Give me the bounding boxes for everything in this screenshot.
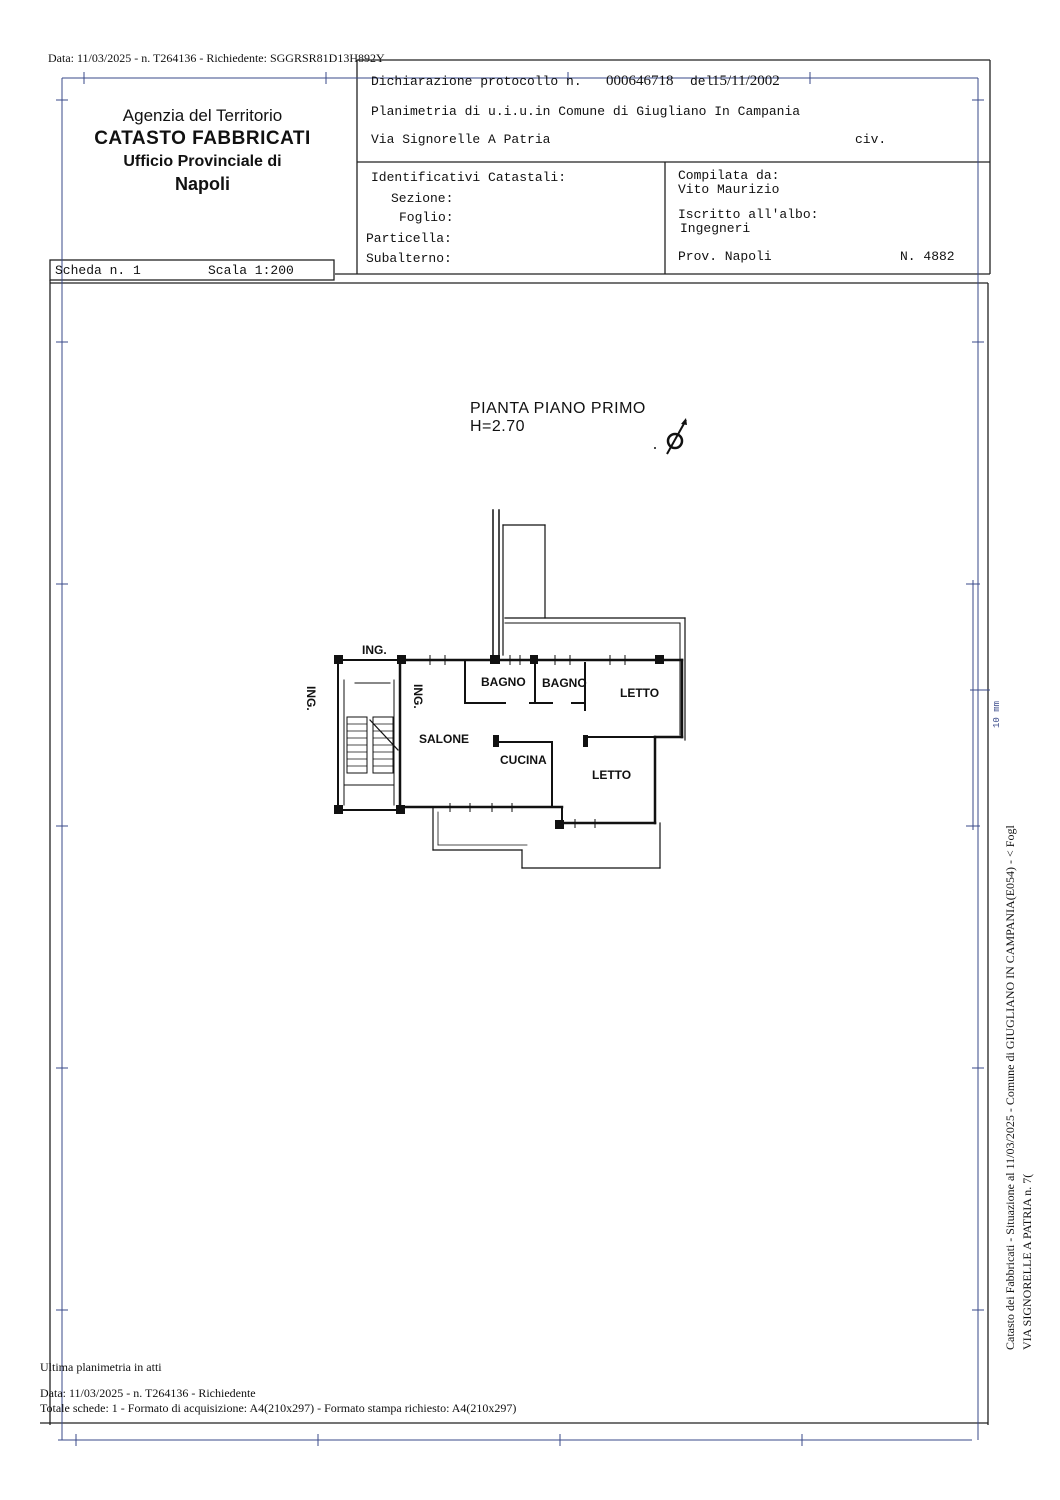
plan-title — [470, 400, 646, 435]
room-label-ing-right: ING. — [411, 684, 425, 709]
particella-label: Particella: — [366, 231, 452, 246]
room-label-letto-2: LETTO — [592, 768, 632, 782]
north-arrow-icon — [650, 412, 700, 457]
compilata-label: Compilata da: — [678, 168, 780, 183]
side-caption — [1002, 650, 1037, 1350]
province-label: Prov. Napoli — [678, 249, 772, 264]
room-label-ing-top: ING. — [362, 643, 387, 657]
declaration-label: Dichiarazione protocollo n. — [371, 74, 582, 89]
ufficio-label: Ufficio Provinciale di — [123, 152, 282, 170]
subalterno-label: Subalterno: — [366, 251, 452, 266]
agency-name: Agenzia del Territorio — [122, 106, 283, 125]
sezione-label: Sezione: — [391, 191, 454, 206]
compiler-name: Vito Maurizio — [678, 182, 780, 197]
planimetria-line: Planimetria di u.i.u.in Comune di Giugliano In Campania — [371, 104, 801, 119]
room-label-bagno-2: BAGNO — [542, 676, 587, 690]
footer-ultima: Ultima planimetria in atti — [40, 1360, 162, 1374]
declaration-number: 000646718 — [606, 73, 674, 89]
foglio-label: Foglio: — [399, 210, 454, 225]
plan-title-floor: PIANTA PIANO PRIMO — [470, 400, 646, 417]
declaration-date-label: del — [690, 74, 714, 89]
room-label-salone: SALONE — [419, 732, 470, 746]
side-caption-line2: VIA SIGNORELLE A PATRIA n. 7( — [1020, 1173, 1035, 1350]
footer-block — [40, 1357, 516, 1418]
room-label-letto-1: LETTO — [620, 686, 660, 700]
plan-title-height: H=2.70 — [470, 417, 526, 435]
margin-mark: 10 mm — [992, 700, 1002, 728]
footer-data: Data: 11/03/2025 - n. T264136 - Richiedente — [40, 1386, 256, 1401]
registration-number: N. 4882 — [900, 249, 955, 264]
footer-totale: Totale schede: 1 - Formato di acquisizione: A4(210x297) - Formato stampa richiesto: A4(210x297) — [40, 1400, 517, 1415]
albo-value: Ingegneri — [680, 221, 751, 236]
province-name: Napoli — [174, 173, 230, 194]
identificativi-title: Identificativi Catastali: — [371, 170, 567, 185]
address-line: Via Signorelle A Patria — [371, 132, 551, 147]
agency-block — [60, 105, 345, 196]
albo-label: Iscritto all'albo: — [678, 207, 819, 222]
room-label-ing-left: ING. — [304, 686, 318, 711]
request-meta: Data: 11/03/2025 - n. T264136 - Richiedente: SGGRSR81D13H892Y — [48, 51, 385, 65]
declaration-date: 15/11/2002 — [712, 73, 780, 89]
room-label-cucina: CUCINA — [500, 753, 547, 767]
catasto-title: CATASTO FABBRICATI — [94, 128, 311, 150]
scala-label: Scala 1:200 — [208, 263, 294, 278]
civ-label: civ. — [855, 132, 887, 147]
scheda-label: Scheda n. 1 — [55, 263, 141, 278]
side-caption-line1: Catasto dei Fabbricati - Situazione al 11/03/2025 - Comune di GIUGLIANO IN CAMPANIA(E054) - < Fogl — [1003, 825, 1017, 1350]
room-label-bagno-1: BAGNO — [481, 675, 526, 689]
